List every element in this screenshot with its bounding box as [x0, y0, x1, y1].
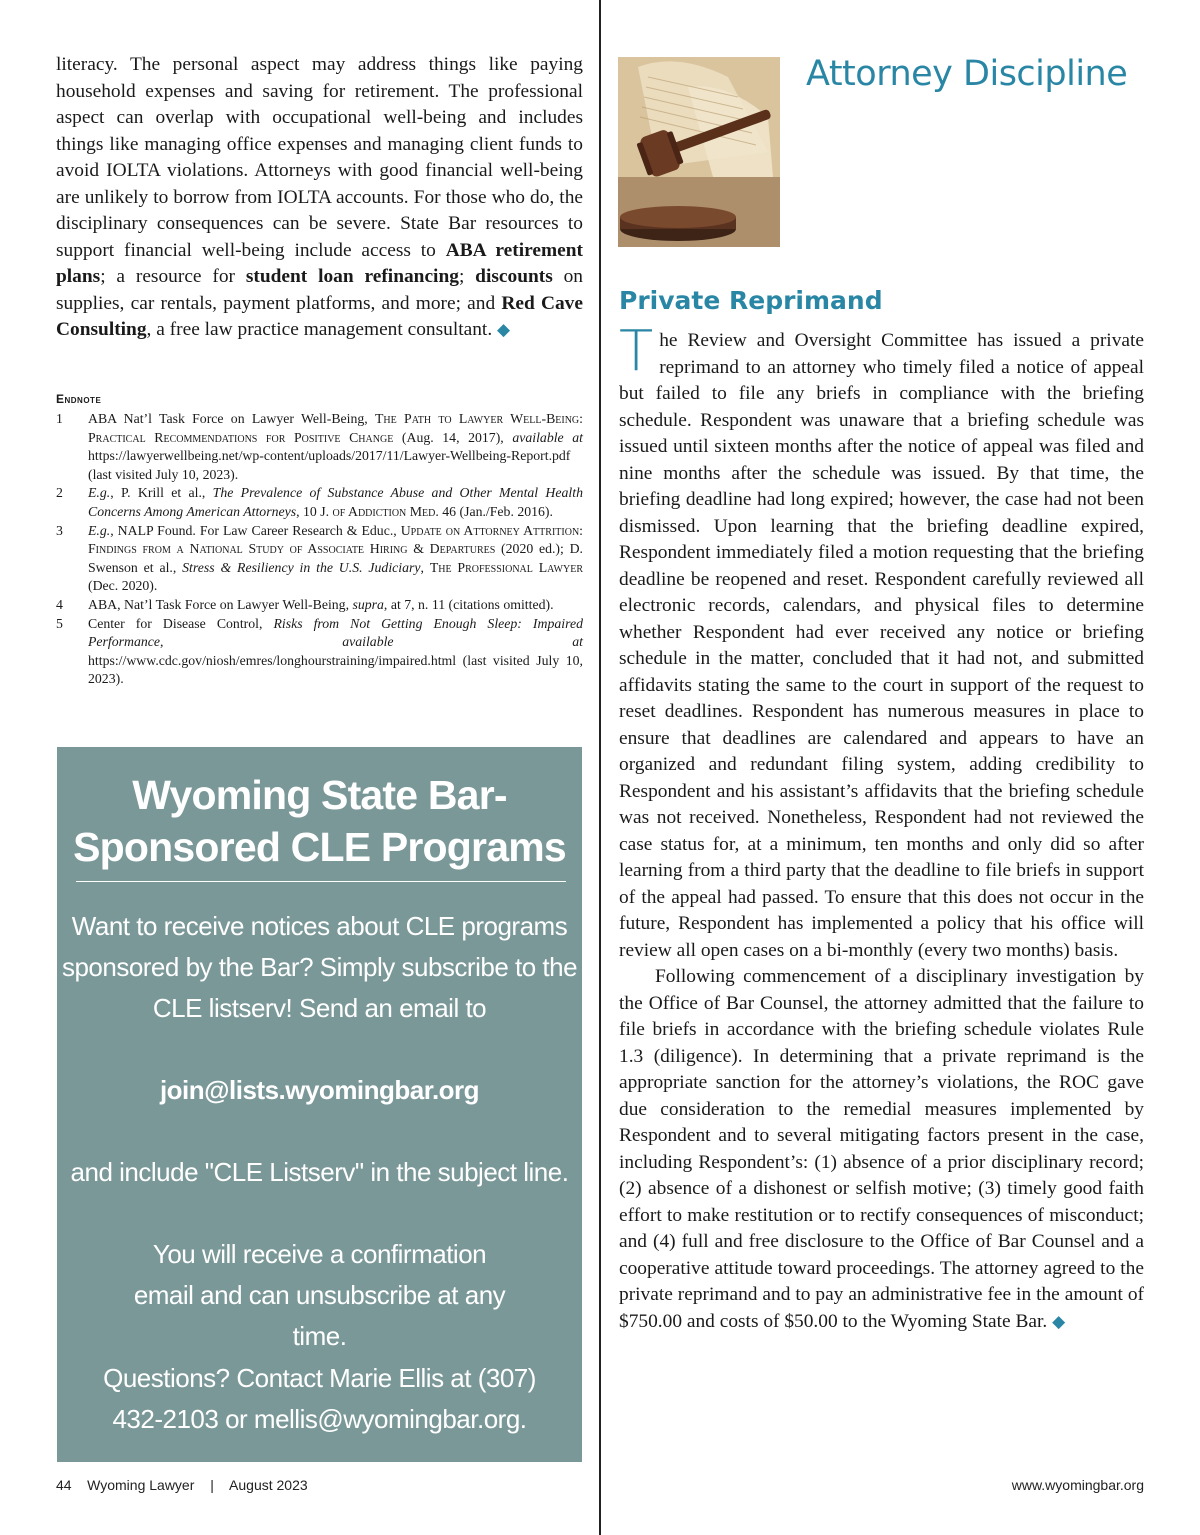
cle-programs-box	[57, 747, 582, 1462]
cle-box-divider	[76, 881, 566, 882]
endnote-text: https://lawyerwellbeing.net/wp-content/uploads/2017/11/Lawyer-Wellbeing-Report.pdf (last visited July 10, 2023).	[88, 448, 571, 482]
bold-resource-link: discounts	[475, 266, 553, 287]
endnote-number: 2	[56, 485, 63, 501]
body-text-segment: literacy. The personal aspect may address things like paying household expenses and saving for retirement. The professional aspect can overlap with occupational well-being and includes things like managing office expenses and managing client funds to avoid IOLTA violations. Attorneys with good financial well-being are unlikely to borrow from IOLTA accounts. For those who do, the disciplinary consequences can be severe. State Bar resources to support financial well-being include access to	[56, 54, 583, 261]
footer-website[interactable]: www.wyomingbar.org	[1011, 1477, 1144, 1493]
endnote-text: ,	[420, 559, 430, 575]
cle-subject-note: and include "CLE Listserv" in the subject line.	[70, 1157, 569, 1187]
endnote-number: 4	[56, 596, 63, 612]
column-divider	[599, 0, 601, 1535]
endnote-text: , 10 J.	[296, 503, 333, 519]
cle-box-title: Wyoming State Bar-Sponsored CLE Programs	[73, 772, 566, 870]
body-text-segment: , a free law practice management consultant.	[146, 319, 498, 340]
endnote-text: ABA Nat’l Task Force on Lawyer Well-Being,	[88, 411, 375, 426]
cle-confirmation-text: You will receive a confirmation email and can unsubscribe at any time.	[133, 1239, 506, 1351]
page-footer-left	[56, 1477, 308, 1493]
article-body-text	[56, 54, 583, 340]
drop-cap: T	[619, 319, 654, 384]
paragraph-1-text: he Review and Oversight Committee has issued a private reprimand to an attorney who timely filed a notice of appeal but failed to file any briefs in compliance with the briefing schedule. Respondent was unaware that a briefing schedule was issued until sixteen months after the notice of appeal was filed and nine months after the schedule was issued. By that time, the briefing deadline had long expired; however, the case had not been dismissed. Upon learning that the briefing deadline expired, Respondent immediately filed a motion requesting that the briefing deadline be reopened and reset. Respondent carefully reviewed all electronic records, calendars, and physical files to determine whether Respondent had ever received any notice or briefing schedule in the matter, concluded that it had not, and submitted affidavits stating the same to the court in support of the request to reset deadlines. Respondent has numerous measures in place to ensure that deadlines are calendared and appears to have an organized and redundant filing system, adding credibility to Respondent and his assistant’s affidavits that the briefing schedule was not received. Nonetheless, Respondent had not reviewed the case status for, at a minimum, ten months and only did so after learning from a third party that the deadline to file briefs in support of the appeal had passed. To ensure that this does not occur in the future, Respondent has implemented a policy that his office will review all open cases on a bi-monthly (every two months) basis.	[619, 330, 1144, 961]
article-continuation	[56, 52, 583, 344]
endnote-heading: Endnote	[56, 392, 102, 406]
bold-resource-link: ABA retirement plans	[56, 239, 583, 287]
endnote-text: E.g.	[88, 485, 111, 501]
endnote-text: available at	[512, 429, 583, 445]
reprimand-article	[619, 319, 1144, 1335]
page-number: 44	[56, 1477, 72, 1493]
endnote-text: The Prevalence of Substance Abuse and Other Mental Health Concerns Among American Attorneys	[88, 485, 583, 519]
reprimand-paragraph-1	[619, 319, 1144, 964]
endnote-item	[56, 522, 583, 596]
body-text-segment: ;	[458, 266, 476, 287]
endnote-text: E.g.	[88, 522, 111, 538]
endnote-item	[56, 410, 583, 484]
section-title: Attorney Discipline	[806, 54, 1128, 94]
paragraph-2-text: Following commencement of a disciplinary investigation by the Office of Bar Counsel, the attorney admitted that the failure to file briefs in accordance with the briefing schedule violates Rule 1.3 (diligence). In determining that a private reprimand is the appropriate sanction for the attorney’s violations, the ROC gave due consideration to the remedial measures implemented by Respondent and to several mitigating factors present in the case, including Respondent’s: (1) absence of a prior disciplinary record; (2) absence of a dishonest or selfish motive; (3) timely good faith effort to make restitution or to rectify consequences of misconduct; and (4) full and free disclosure to the Office of Bar Counsel and a cooperative attitude toward proceedings. The attorney agreed to the private reprimand and to pay an administrative fee in the amount of $750.00 and costs of $50.00 to the Wyoming State Bar.	[619, 966, 1144, 1332]
cle-subscribe-email[interactable]: join@lists.wyomingbar.org	[159, 1075, 480, 1105]
endnote-text: (Dec. 2020).	[88, 578, 158, 594]
endnote-number: 1	[56, 411, 63, 426]
endnote-text: Center for Disease Control,	[88, 615, 274, 631]
issue-date: August 2023	[229, 1477, 308, 1493]
endnote-text: , NALP Found. For Law Career Research & Educ.,	[110, 522, 401, 538]
cle-intro-text: Want to receive notices about CLE programs sponsored by the Bar? Simply subscribe to the CLE listserv! Send an email to	[61, 911, 578, 1023]
body-text-segment: on supplies, car rentals, payment platforms, and more; and	[56, 266, 583, 314]
endnote-text: ,	[160, 634, 343, 650]
endnote-text: , P. Krill et al.,	[110, 485, 213, 501]
diamond-icon: ◆	[497, 320, 511, 339]
body-text-segment: ; a resource for	[100, 266, 246, 287]
endnote-list	[56, 410, 583, 689]
bold-resource-link: Red Cave Consulting	[56, 292, 583, 340]
endnote-item	[56, 615, 583, 689]
endnote-number: 5	[56, 615, 63, 631]
endnote-text: (2020 ed.); D. Swenson et al.,	[88, 541, 583, 575]
endnote-text: Risks from Not Getting Enough Sleep: Impaired Performance	[88, 615, 583, 650]
endnote-text: of Addiction Med.	[332, 503, 439, 519]
endnote-text: , at 7, n. 11 (citations omitted).	[383, 596, 554, 612]
reprimand-paragraph-2	[619, 964, 1144, 1335]
endnote-text: The Path to Lawyer Well-Being: Practical Recommendations for Positive Change	[88, 411, 583, 445]
cle-contact-text: Questions? Contact Marie Ellis at (307) 432-2103 or mellis@wyomingbar.org.	[103, 1363, 536, 1434]
endnote-text: ABA, Nat’l Task Force on Lawyer Well-Being,	[88, 596, 353, 612]
endnote-text: (Aug. 14, 2017),	[393, 429, 513, 445]
publication-name: Wyoming Lawyer	[87, 1477, 195, 1493]
diamond-icon: ◆	[1052, 1311, 1066, 1331]
endnote-number: 3	[56, 522, 63, 538]
endnote-item	[56, 484, 583, 521]
endnote-text: Stress & Resiliency in the U.S. Judiciary	[182, 559, 421, 575]
endnote-item	[56, 596, 583, 615]
endnote-text: available at	[342, 634, 583, 650]
endnote-text: supra	[352, 596, 384, 612]
endnote-text: 46 (Jan./Feb. 2016).	[438, 503, 553, 519]
footer-separator: |	[210, 1477, 214, 1493]
endnote-text: The Professional Lawyer	[429, 559, 583, 575]
endnote-text: Update on Attorney Attrition: Findings from a National Study of Associate Hiring & Departures	[88, 522, 583, 557]
endnote-text: https://www.cdc.gov/niosh/emres/longhourstraining/impaired.html (last visited July 10, 2023).	[88, 652, 583, 687]
gavel-and-books-photo	[618, 57, 780, 247]
article-heading: Private Reprimand	[619, 286, 883, 315]
bold-resource-link: student loan refinancing	[245, 266, 459, 287]
